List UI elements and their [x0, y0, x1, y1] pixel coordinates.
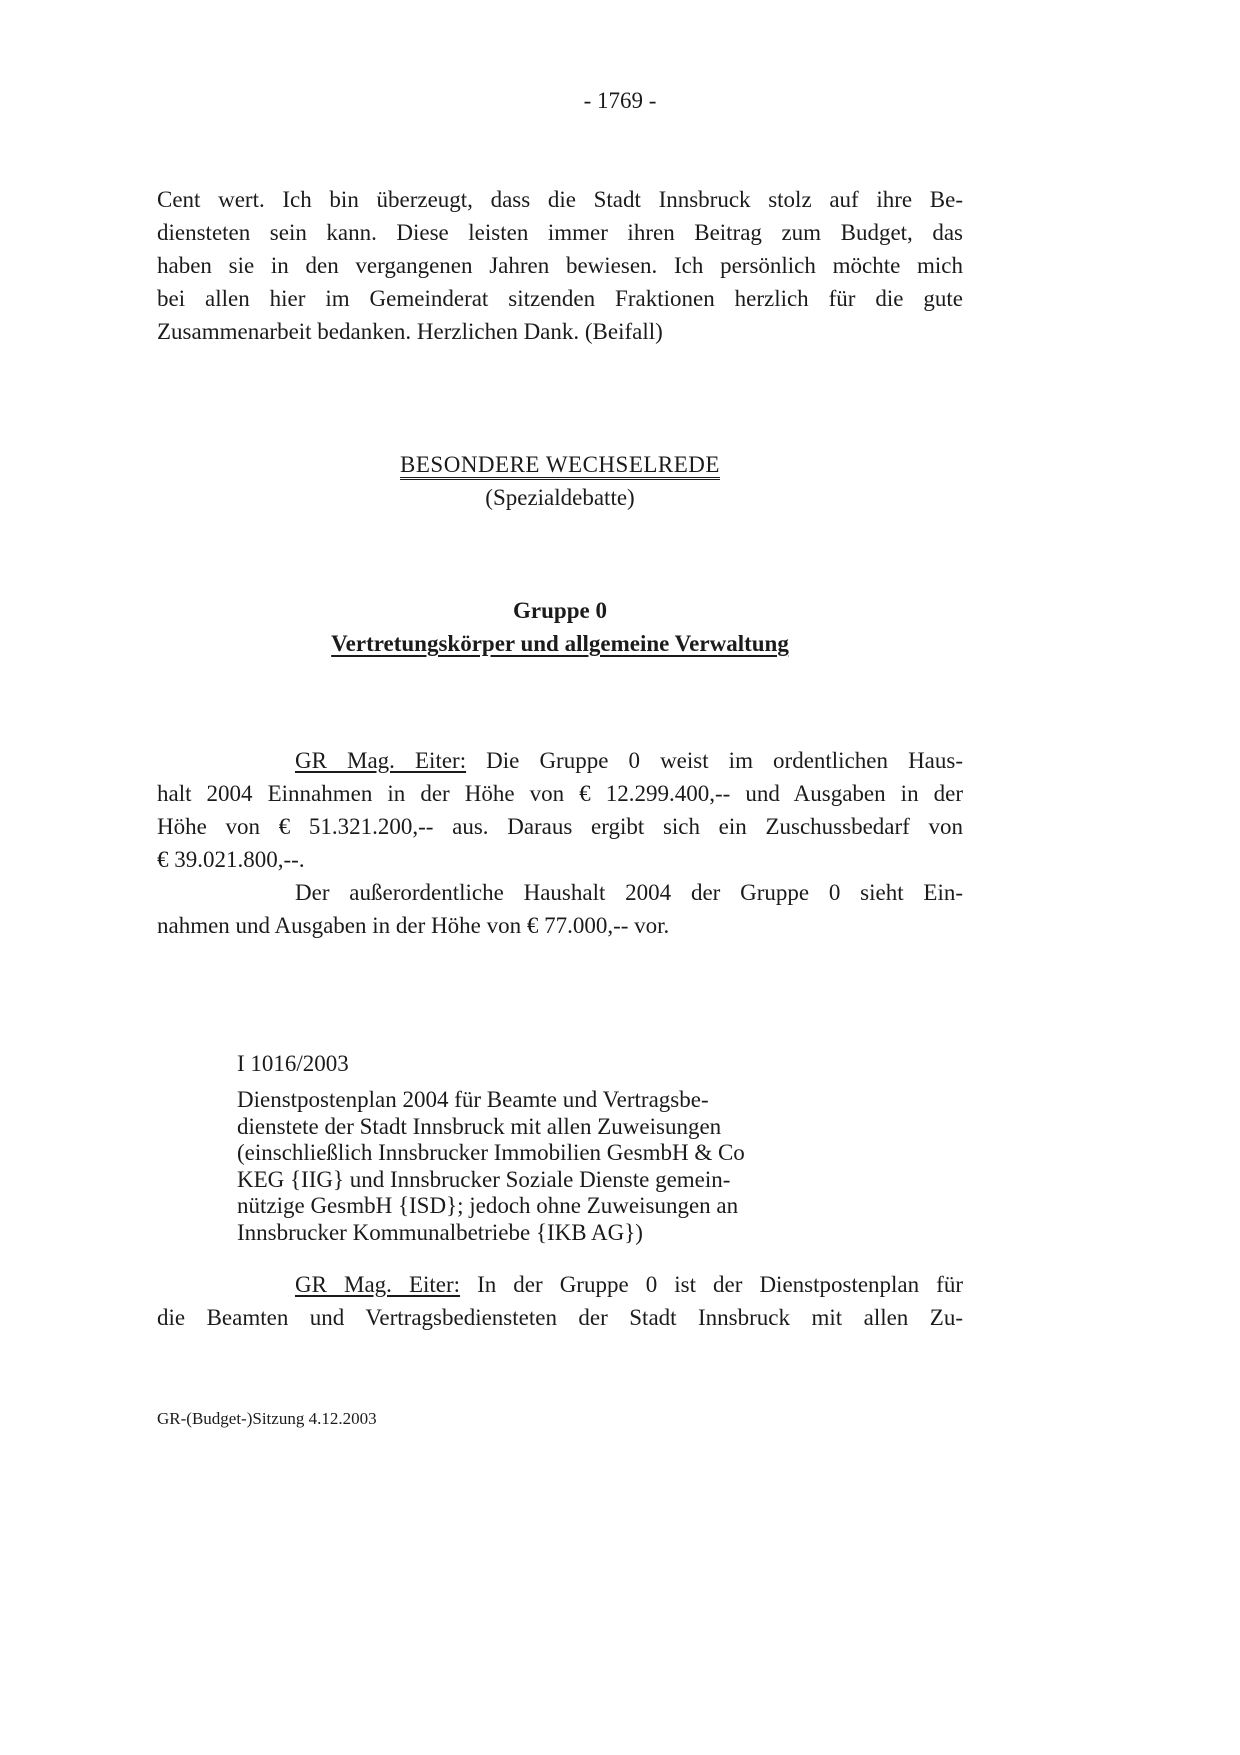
group-title: Gruppe 0	[513, 598, 607, 623]
page-footer: GR-(Budget-)Sitzung 4.12.2003	[157, 1409, 377, 1428]
paragraph-lines	[157, 909, 963, 942]
line-text: Die Gruppe 0 weist im ordentlichen Haus-	[466, 748, 963, 773]
page-number: - 1769 -	[583, 88, 657, 113]
text-line: Cent wert. Ich bin überzeugt, dass die Stadt Innsbruck stolz auf ihre Be-	[157, 187, 963, 212]
text-line: haben sie in den vergangenen Jahren bewiesen. Ich persönlich möchte mich	[157, 253, 963, 278]
speaker-name: GR Mag. Eiter:	[295, 1272, 461, 1297]
text-line: bei allen hier im Gemeinderat sitzenden Fraktionen herzlich für die gute	[157, 286, 963, 311]
text-line: Zusammenarbeit bedanken. Herzlichen Dank. (Beifall)	[157, 319, 663, 344]
text-line: KEG {IIG} und Innsbrucker Soziale Dienste gemein-	[237, 1166, 731, 1192]
text-line: nützige GesmbH {ISD}; jedoch ohne Zuweisungen an	[237, 1193, 739, 1218]
text-line: dienstete der Stadt Innsbruck mit allen Zuweisungen	[237, 1113, 722, 1139]
paragraph-lines	[157, 1301, 963, 1334]
text-line: Innsbrucker Kommunalbetriebe {IKB AG})	[237, 1219, 643, 1245]
section-subtitle: (Spezialdebatte)	[485, 485, 635, 510]
paragraph-lines	[157, 777, 963, 876]
text-line: Dienstpostenplan 2004 für Beamte und Vertragsbe-	[237, 1087, 709, 1112]
text-line: halt 2004 Einnahmen in der Höhe von € 12.299.400,-- und Ausgaben in der	[157, 781, 963, 806]
line-text: In der Gruppe 0 ist der Dienstpostenplan für	[460, 1272, 964, 1297]
text-line	[157, 744, 963, 777]
section-heading-block	[157, 448, 963, 514]
text-line	[157, 1268, 963, 1301]
section-title: BESONDERE WECHSELREDE	[400, 452, 720, 477]
speech-block-1	[157, 744, 963, 942]
text-line: nahmen und Ausgaben in der Höhe von € 77.000,-- vor.	[157, 913, 670, 938]
text-line: diensteten sein kann. Diese leisten immer ihren Beitrag zum Budget, das	[157, 220, 963, 245]
paragraph-ao-haushalt	[157, 876, 963, 942]
text-line: (einschließlich Innsbrucker Immobilien GesmbH & Co	[237, 1140, 745, 1165]
paragraph-intro	[157, 183, 963, 348]
agenda-item-number: I 1016/2003	[237, 1051, 349, 1076]
speaker-name: GR Mag. Eiter:	[295, 748, 467, 773]
text-line: Der außerordentliche Haushalt 2004 der Gruppe 0 sieht Ein-	[295, 880, 963, 905]
text-line: die Beamten und Vertragsbediensteten der Stadt Innsbruck mit allen Zu-	[157, 1305, 963, 1330]
paragraph-eiter-1	[157, 744, 963, 876]
text-line: Höhe von € 51.321.200,-- aus. Daraus ergibt sich ein Zuschussbedarf von	[157, 814, 963, 839]
group-subtitle: Vertretungskörper und allgemeine Verwaltung	[331, 631, 789, 656]
text-line: € 39.021.800,--.	[157, 847, 305, 872]
agenda-item-description	[237, 1087, 827, 1246]
group-heading-block	[157, 594, 963, 660]
paragraph-eiter-2	[157, 1268, 963, 1334]
